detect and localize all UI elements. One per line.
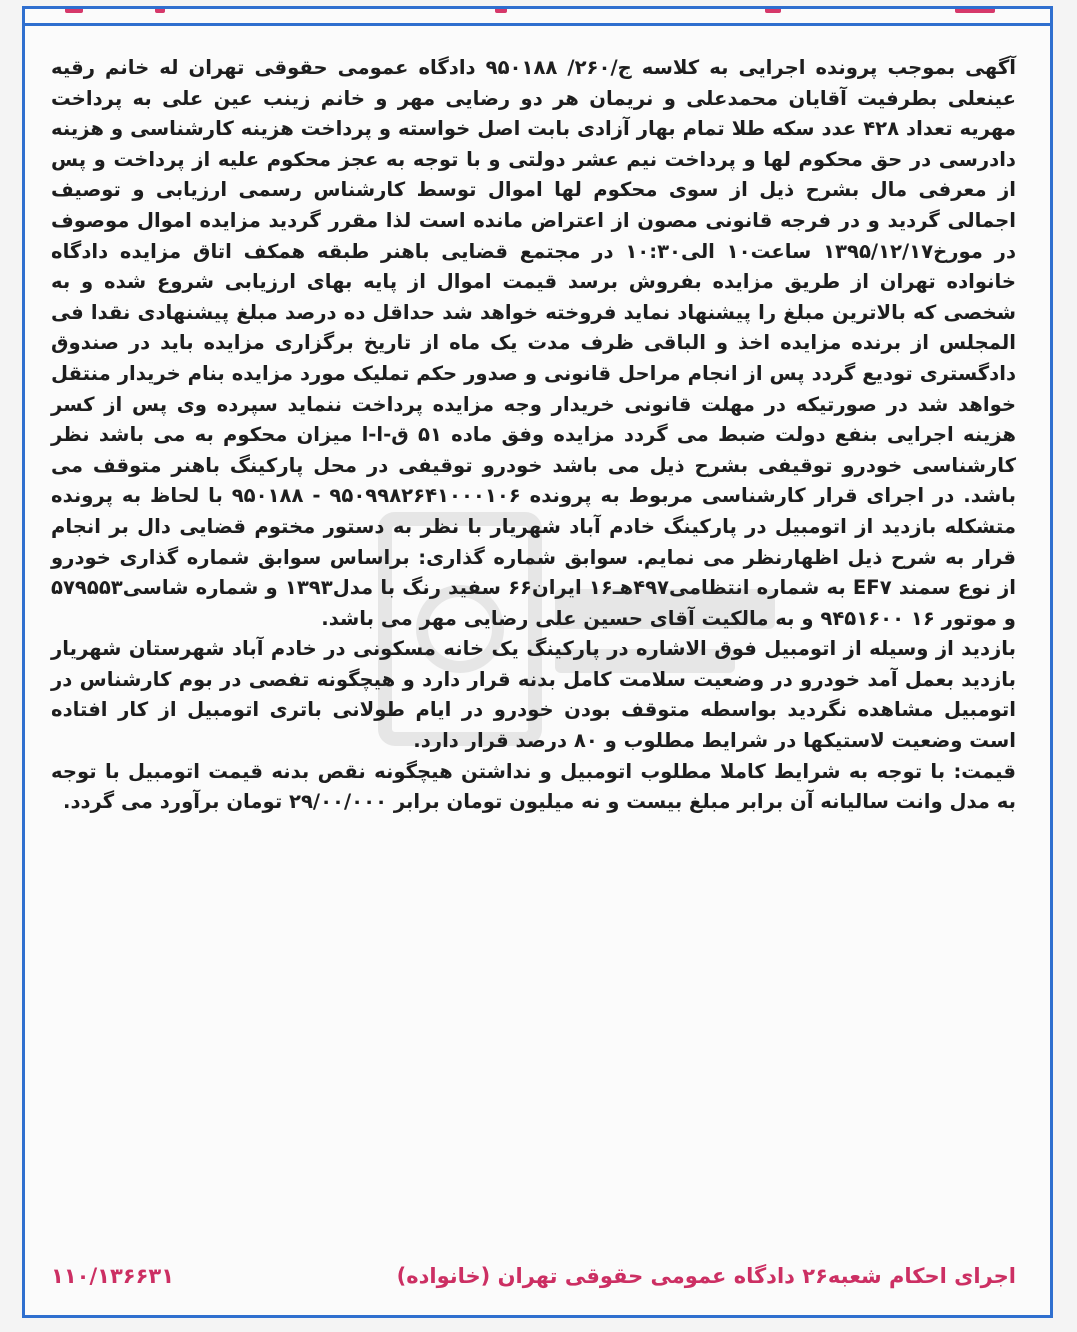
notice-frame	[22, 6, 1053, 1318]
top-strip-fragment	[155, 9, 165, 13]
top-strip	[25, 9, 1050, 26]
top-strip-fragment	[495, 9, 507, 13]
notice-body	[51, 53, 1016, 818]
top-strip-fragment	[65, 9, 83, 13]
notice-paragraph: قیمت: با توجه به شرایط کاملا مطلوب اتومبیل و نداشتن هیچگونه نقص بدنه قیمت اتومبیل با توجه به مدل وانت سالیانه آن برابر مبلغ بیست و نه میلیون تومان برابر ۲۹/۰۰/۰۰۰ تومان برآورد می گردد.	[51, 759, 1016, 814]
footer-issuer: اجرای احکام شعبه۲۶ دادگاه عمومی حقوقی تهران (خانواده)	[396, 1264, 1016, 1288]
footer-number: ۱۱۰/۱۳۶۶۳۱	[51, 1264, 175, 1288]
notice-paragraph: بازدید از وسیله از اتومبیل فوق الاشاره در پارکینگ یک خانه مسکونی در خادم آباد شهرستان شهریار بازدید بعمل آمد خودرو در وضعیت سلامت کامل بدنه قرار دارد و هیچگونه تفصی در بوم کارشناس در اتومبیل مشاهده نگردید بواسطه متوقف بودن خودرو در ایام طولانی باتری اتومبیل از کار افتاده است وضعیت لاستیکها در شرایط مطلوب و ۸۰ درصد قرار دارد.	[51, 637, 1016, 753]
notice-footer	[51, 1259, 1016, 1293]
notice-paragraph: آگهی بموجب پرونده اجرایی به کلاسه ج/۲۶۰/ ۹۵۰۱۸۸ دادگاه عمومی حقوقی تهران له خانم رقیه عینعلی بطرفیت آقایان محمدعلی و نریمان هر دو رضایی مهر و خانم زینب عین علی به پرداخت مهریه تعداد ۴۲۸ عدد سکه طلا تمام بهار آزادی بابت اصل خواسته و پرداخت هزینه کارشناسی و هزینه دادرسی در حق محکوم لها و پرداخت نیم عشر دولتی و با توجه به عجز محکوم علیه از پرداخت و پس از معرفی مال بشرح ذیل از سوی محکوم لها اموال توسط کارشناس رسمی ارزیابی و توصیف اجمالی گردید و در فرجه قانونی مصون از اعتراض مانده است لذا مقرر گردید مزایده اموال موصوف در مورخ۱۳۹۵/۱۲/۱۷ ساعت۱۰ الی۱۰:۳۰ در مجتمع قضایی باهنر طبقه همکف اتاق مزایده دادگاه خانواده تهران از طریق مزایده بفروش برسد قیمت اموال از پایه بهای ارزیابی شروع شده و به شخصی که بالاترین مبلغ را پیشنهاد نماید فروخته خواهد شد حداقل ده درصد مبلغ پیشنهادی نقدا فی المجلس از برنده مزایده اخذ و الباقی ظرف مدت یک ماه از تاریخ برگزاری مزایده باید در صندوق دادگستری تودیع گردد پس از انجام مراحل قانونی و صدور حکم تملیک مورد مزایده بنام خریدار منتقل خواهد شد در صورتیکه در مهلت قانونی خریدار وجه مزایده پرداخت ننماید سپرده وی پس از کسر هزینه اجرایی بنفع دولت ضبط می گردد مزایده وفق ماده ۵۱ ق-ا-ا میزان محکوم به می باشد نظر کارشناسی خودرو توقیفی بشرح ذیل می باشد خودرو توقیفی در محل پارکینگ باهنر متوقف می باشد. در اجرای قرار کارشناسی مربوط به پرونده ۹۵۰۹۹۸۲۶۴۱۰۰۰۱۰۶ - ۹۵۰۱۸۸ با لحاظ به پرونده متشکله بازدید از اتومبیل در پارکینگ خادم آباد شهریار با نظر به دستور مختوم قضایی دال بر انجام قرار به شرح ذیل اظهارنظر می نمایم. سوابق شماره گذاری: براساس سوابق شماره گذاری خودرو از نوع سمند EF۷ به شماره انتظامی۴۹۷هـ۱۶ ایران۶۶ سفید رنگ با مدل۱۳۹۳ و شماره شاسی۵۷۹۵۵۳ و موتور ۱۶ ۹۴۵۱۶۰۰ و به مالکیت آقای حسین علی رضایی مهر می باشد.	[51, 56, 1016, 630]
top-strip-fragment	[765, 9, 781, 13]
top-strip-fragment	[955, 9, 995, 13]
